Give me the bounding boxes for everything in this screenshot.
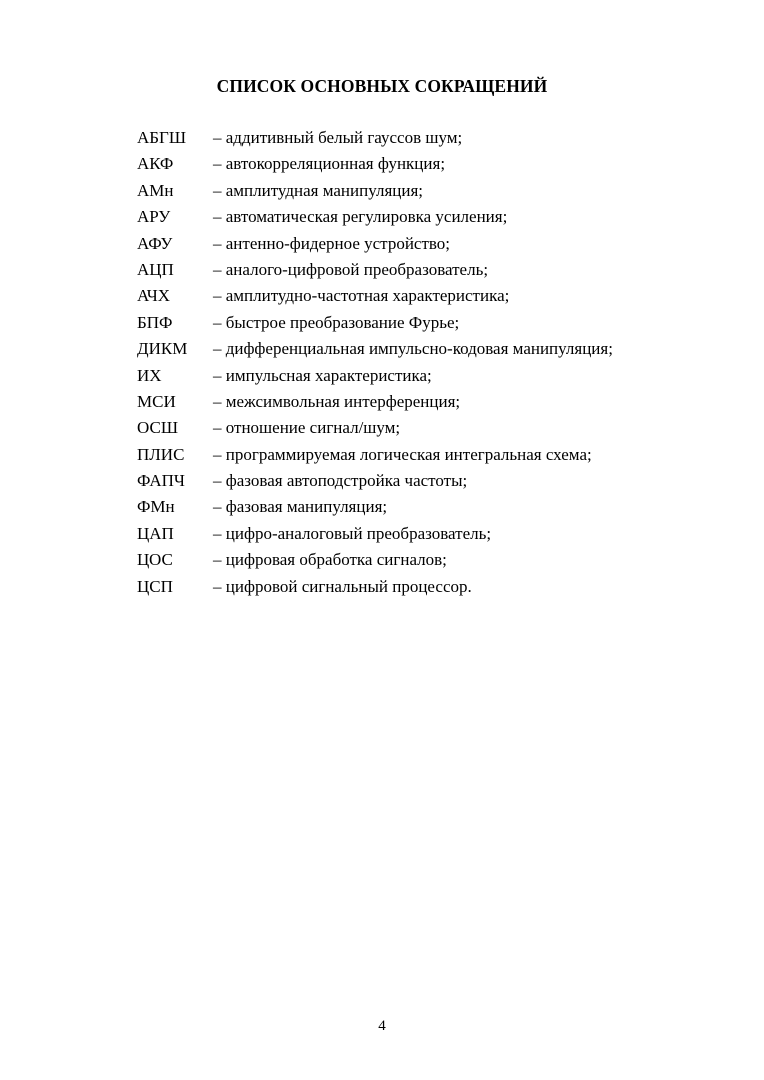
page-title: СПИСОК ОСНОВНЫХ СОКРАЩЕНИЙ <box>216 76 548 96</box>
list-item <box>137 415 697 441</box>
page-number: 4 <box>378 1018 386 1034</box>
abbreviation-definition: – цифро-аналоговый преобразователь; <box>213 523 492 543</box>
abbreviation-definition: – быстрое преобразование Фурье; <box>213 312 460 332</box>
abbreviation-definition: – межсимвольная интерференция; <box>213 391 461 411</box>
abbreviation-term: АРУ <box>137 207 171 227</box>
list-item <box>137 442 697 468</box>
abbreviation-definition: – автоматическая регулировка усиления; <box>213 207 508 227</box>
abbreviation-definition: – фазовая манипуляция; <box>213 497 388 517</box>
abbreviation-list <box>137 125 697 600</box>
list-item <box>137 231 697 257</box>
abbreviation-term: ДИКМ <box>137 339 188 359</box>
list-item <box>137 283 697 309</box>
abbreviation-definition: – отношение сигнал/шум; <box>213 418 401 438</box>
abbreviation-definition: – аналого-цифровой преобразователь; <box>213 259 489 279</box>
list-item <box>137 257 697 283</box>
abbreviation-term: БПФ <box>137 312 173 332</box>
abbreviation-term: АКФ <box>137 154 174 174</box>
abbreviation-definition: – амплитудная манипуляция; <box>213 180 424 200</box>
abbreviation-term: АБГШ <box>137 128 187 147</box>
abbreviation-term: ЦСП <box>137 576 173 596</box>
list-item <box>137 336 697 362</box>
list-item <box>137 547 697 573</box>
abbreviation-term: ИХ <box>137 365 162 385</box>
abbreviation-term: ФМн <box>137 497 175 517</box>
list-item <box>137 574 697 600</box>
abbreviation-term: ПЛИС <box>137 444 185 464</box>
abbreviation-definition: – фазовая автоподстройка частоты; <box>213 471 468 491</box>
list-item <box>137 204 697 230</box>
list-item <box>137 363 697 389</box>
list-item <box>137 310 697 336</box>
list-item <box>137 521 697 547</box>
list-item <box>137 125 697 151</box>
abbreviation-term: ЦОС <box>137 550 173 570</box>
abbreviation-definition: – импульсная характеристика; <box>213 365 432 385</box>
abbreviation-definition: – дифференциальная импульсно-кодовая манипуляция; <box>213 339 613 359</box>
abbreviation-definition: – амплитудно-частотная характеристика; <box>213 286 510 306</box>
abbreviation-definition: – автокорреляционная функция; <box>213 154 446 174</box>
abbreviation-term: ЦАП <box>137 523 174 543</box>
abbreviation-term: ОСШ <box>137 418 178 438</box>
abbreviation-definition: – цифровая обработка сигналов; <box>213 550 447 570</box>
abbreviation-definition: – антенно-фидерное устройство; <box>213 233 451 253</box>
abbreviation-term: АФУ <box>137 233 173 253</box>
abbreviation-definition: – программируемая логическая интегральная схема; <box>213 444 592 464</box>
abbreviation-term: ФАПЧ <box>137 471 185 491</box>
list-item <box>137 389 697 415</box>
abbreviation-definition: – цифровой сигнальный процессор. <box>213 576 472 596</box>
abbreviation-definition: – аддитивный белый гауссов шум; <box>213 128 463 147</box>
list-item <box>137 178 697 204</box>
list-item <box>137 151 697 177</box>
abbreviation-term: АМн <box>137 180 174 200</box>
abbreviation-term: МСИ <box>137 391 176 411</box>
list-item <box>137 468 697 494</box>
abbreviation-term: АЦП <box>137 259 174 279</box>
abbreviation-term: АЧХ <box>137 286 171 306</box>
list-item <box>137 494 697 520</box>
